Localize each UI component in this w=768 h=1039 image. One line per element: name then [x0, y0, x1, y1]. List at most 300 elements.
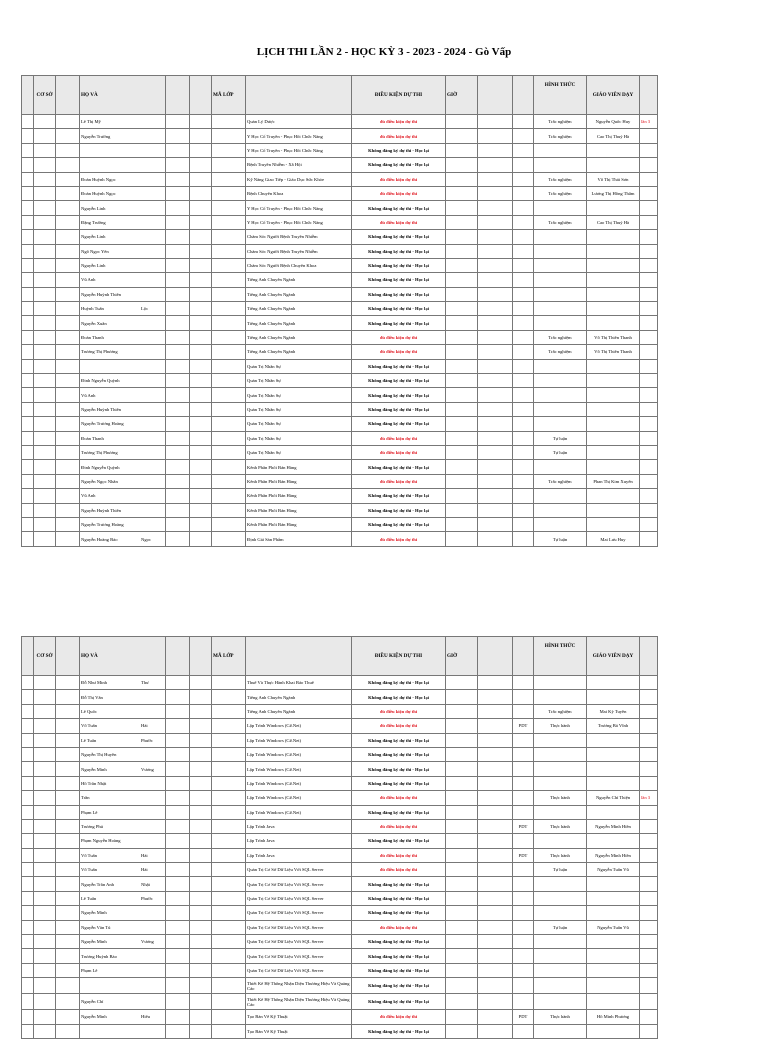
empty-cell	[22, 819, 34, 833]
empty-cell	[478, 330, 513, 344]
empty-cell	[478, 863, 513, 877]
time-cell	[446, 762, 478, 776]
table-row	[22, 503, 658, 517]
campus-cell	[34, 517, 56, 531]
student-given-name: Hải	[141, 867, 148, 873]
room-cell	[513, 747, 534, 761]
empty-cell	[166, 994, 190, 1010]
campus-cell	[34, 704, 56, 718]
exam-form-cell	[534, 359, 587, 373]
empty-cell	[166, 330, 190, 344]
empty-cell	[190, 1024, 212, 1038]
empty-cell	[190, 230, 212, 244]
student-name-cell	[80, 747, 166, 761]
empty-cell	[166, 503, 190, 517]
note-cell	[640, 819, 658, 833]
subject-cell: Tiếng Anh Chuyên Ngành	[246, 273, 352, 287]
teacher-cell: Cao Thị Thuý Hà	[587, 215, 640, 229]
campus-cell	[34, 676, 56, 690]
room-cell	[513, 877, 534, 891]
subject-cell: Tiếng Anh Chuyên Ngành	[246, 302, 352, 316]
empty-cell	[478, 302, 513, 316]
empty-cell	[190, 791, 212, 805]
student-name: Trương Phú	[81, 824, 103, 830]
student-name-cell	[80, 704, 166, 718]
table-row	[22, 776, 658, 790]
time-cell	[446, 445, 478, 459]
room-cell	[513, 302, 534, 316]
table-row	[22, 273, 658, 287]
room-cell	[513, 834, 534, 848]
class-code-cell	[212, 949, 246, 963]
student-name: Nguyễn Trương Hoàng	[81, 421, 124, 427]
student-name: Nguyễn Huỳnh Thiên	[81, 407, 121, 412]
student-name-cell	[80, 143, 166, 157]
time-cell	[446, 201, 478, 215]
campus-cell	[34, 460, 56, 474]
room-cell	[513, 460, 534, 474]
room-cell	[513, 776, 534, 790]
time-cell	[446, 676, 478, 690]
note-cell	[640, 172, 658, 186]
empty-cell	[190, 503, 212, 517]
empty-cell	[22, 172, 34, 186]
class-code-cell	[212, 1024, 246, 1038]
time-cell	[446, 316, 478, 330]
exam-form-cell: Thực hành	[534, 719, 587, 733]
time-cell	[446, 345, 478, 359]
empty-cell	[166, 920, 190, 934]
note-cell	[640, 445, 658, 459]
room-cell	[513, 374, 534, 388]
empty-cell	[166, 186, 190, 200]
teacher-cell	[587, 258, 640, 272]
room-cell	[513, 244, 534, 258]
campus-cell	[34, 417, 56, 431]
empty-cell	[190, 906, 212, 920]
empty-cell	[22, 935, 34, 949]
campus-cell	[34, 172, 56, 186]
empty-cell	[22, 417, 34, 431]
student-name-cell	[80, 244, 166, 258]
student-name: Đoàn Huỳnh Ngọc	[81, 176, 116, 182]
exam-form-cell	[534, 244, 587, 258]
note-cell	[640, 704, 658, 718]
empty-cell	[190, 431, 212, 445]
subject-cell: Kênh Phân Phối Bán Hàng	[246, 460, 352, 474]
class-code-cell	[212, 704, 246, 718]
subject-cell: Y Học Cổ Truyền - Phục Hồi Chức Năng	[246, 129, 352, 143]
empty-cell	[478, 517, 513, 531]
table-row	[22, 963, 658, 977]
class-code-cell	[212, 143, 246, 157]
exam-form-cell	[534, 949, 587, 963]
subject-cell: Quản Trị Nhân Sự	[246, 431, 352, 445]
empty-cell	[56, 230, 80, 244]
student-name: Nguyễn Linh	[81, 234, 106, 240]
empty-cell	[166, 776, 190, 790]
empty-cell	[56, 115, 80, 129]
campus-cell	[34, 115, 56, 129]
empty-cell	[190, 949, 212, 963]
student-name: Trần	[81, 795, 90, 801]
note-cell	[640, 776, 658, 790]
student-name: Nguyễn Huỳnh Thiên	[81, 507, 121, 513]
subject-cell: Chăm Sóc Người Bệnh Chuyên Khoa	[246, 258, 352, 272]
empty-cell	[56, 733, 80, 747]
campus-cell	[34, 819, 56, 833]
student-name: Nguyễn Trương Hoàng	[81, 522, 124, 528]
class-code-cell	[212, 776, 246, 790]
empty-cell	[22, 115, 34, 129]
eligibility-status: Không đăng ký dự thi - Học lại	[352, 1024, 446, 1038]
empty-cell	[478, 158, 513, 172]
subject-cell: Thiết Kế Hệ Thống Nhận Diện Thương Hiệu Và Quảng Cáo	[246, 994, 352, 1010]
empty-cell	[478, 316, 513, 330]
time-cell	[446, 489, 478, 503]
campus-cell	[34, 129, 56, 143]
empty-cell	[190, 445, 212, 459]
class-code-cell	[212, 474, 246, 488]
campus-cell	[34, 1010, 56, 1024]
empty-cell	[478, 244, 513, 258]
empty-cell	[478, 848, 513, 862]
subject-cell: Tiếng Anh Chuyên Ngành	[246, 287, 352, 301]
empty-cell	[22, 273, 34, 287]
table-row	[22, 791, 658, 805]
empty-cell	[56, 935, 80, 949]
campus-cell	[34, 359, 56, 373]
empty-cell	[22, 186, 34, 200]
note-cell	[640, 848, 658, 862]
class-code-cell	[212, 747, 246, 761]
time-cell	[446, 158, 478, 172]
eligibility-status: đủ điều kiện dự thi	[352, 172, 446, 186]
time-cell	[446, 186, 478, 200]
campus-cell	[34, 316, 56, 330]
empty-cell	[190, 330, 212, 344]
header-giao-vien: GIÁO VIÊN DẠY	[587, 76, 640, 115]
campus-cell	[34, 330, 56, 344]
exam-form-cell	[534, 388, 587, 402]
class-code-cell	[212, 287, 246, 301]
note-cell	[640, 201, 658, 215]
empty-cell	[56, 489, 80, 503]
teacher-cell	[587, 417, 640, 431]
empty-cell	[478, 978, 513, 994]
empty-cell	[22, 704, 34, 718]
eligibility-status: đủ điều kiện dự thi	[352, 129, 446, 143]
student-name: Trương Huỳnh Bảo	[81, 953, 117, 959]
empty-cell	[56, 920, 80, 934]
exam-form-cell	[534, 517, 587, 531]
time-cell	[446, 215, 478, 229]
class-code-cell	[212, 431, 246, 445]
empty-cell	[478, 963, 513, 977]
student-name-cell	[80, 949, 166, 963]
table-row	[22, 474, 658, 488]
note-cell	[640, 345, 658, 359]
empty-cell	[478, 143, 513, 157]
empty-cell	[190, 704, 212, 718]
eligibility-status: đủ điều kiện dự thi	[352, 474, 446, 488]
eligibility-status: Không đăng ký dự thi - Học lại	[352, 158, 446, 172]
empty-cell	[22, 489, 34, 503]
subject-cell: Quản Trị Nhân Sự	[246, 417, 352, 431]
class-code-cell	[212, 460, 246, 474]
student-name-cell	[80, 676, 166, 690]
class-code-cell	[212, 230, 246, 244]
table-row	[22, 158, 658, 172]
empty-cell	[166, 848, 190, 862]
empty-cell	[22, 345, 34, 359]
empty-cell	[190, 747, 212, 761]
empty-cell	[478, 805, 513, 819]
exam-form-cell	[534, 273, 587, 287]
empty-cell	[190, 244, 212, 258]
empty-cell	[56, 676, 80, 690]
room-cell	[513, 978, 534, 994]
room-cell	[513, 143, 534, 157]
subject-cell: Lập Trình Windows (C#.Net)	[246, 791, 352, 805]
student-name: Nguyễn Xuân	[81, 320, 107, 326]
time-cell	[446, 920, 478, 934]
student-name: Nguyễn Chí	[81, 999, 104, 1005]
empty-cell	[478, 877, 513, 891]
exam-form-cell	[534, 733, 587, 747]
empty-cell	[190, 345, 212, 359]
empty-cell	[166, 287, 190, 301]
class-code-cell	[212, 994, 246, 1010]
eligibility-status: đủ điều kiện dự thi	[352, 431, 446, 445]
empty-cell	[56, 503, 80, 517]
student-name-cell	[80, 402, 166, 416]
teacher-cell	[587, 690, 640, 704]
student-name-cell	[80, 935, 166, 949]
campus-cell	[34, 302, 56, 316]
empty-cell	[190, 374, 212, 388]
table-row	[22, 431, 658, 445]
empty-cell	[22, 891, 34, 905]
empty-cell	[22, 834, 34, 848]
room-cell	[513, 445, 534, 459]
student-name: Nguyễn Linh	[81, 205, 106, 211]
table-row	[22, 244, 658, 258]
student-name-cell	[80, 503, 166, 517]
time-cell	[446, 388, 478, 402]
eligibility-status: Không đăng ký dự thi - Học lại	[352, 690, 446, 704]
empty-cell	[166, 230, 190, 244]
eligibility-status: Không đăng ký dự thi - Học lại	[352, 733, 446, 747]
header-co-so: CƠ SỞ	[34, 637, 56, 676]
empty-cell	[166, 676, 190, 690]
empty-cell	[56, 747, 80, 761]
note-cell	[640, 489, 658, 503]
empty-cell	[190, 920, 212, 934]
student-name-cell	[80, 920, 166, 934]
exam-form-cell	[534, 891, 587, 905]
empty-cell	[56, 719, 80, 733]
room-cell: PDT	[513, 719, 534, 733]
empty-cell	[478, 359, 513, 373]
student-given-name: Phước	[141, 896, 153, 902]
empty-cell	[478, 906, 513, 920]
subject-cell: Lập Trình Windows (C#.Net)	[246, 805, 352, 819]
time-cell	[446, 819, 478, 833]
room-cell	[513, 733, 534, 747]
teacher-cell: Nguyễn Quốc Huy	[587, 115, 640, 129]
empty-cell	[56, 863, 80, 877]
student-given-name: Vương	[141, 766, 154, 772]
header-dieu-kien: ĐIỀU KIỆN DỰ THI	[352, 76, 446, 115]
class-code-cell	[212, 517, 246, 531]
class-code-cell	[212, 445, 246, 459]
student-name: Võ Tuấn	[81, 852, 97, 858]
empty-cell	[56, 129, 80, 143]
empty-cell	[166, 1024, 190, 1038]
empty-cell	[478, 676, 513, 690]
empty-cell	[478, 345, 513, 359]
empty-cell	[166, 690, 190, 704]
time-cell	[446, 1024, 478, 1038]
empty-cell	[478, 704, 513, 718]
exam-form-cell	[534, 1024, 587, 1038]
teacher-cell	[587, 676, 640, 690]
student-name-cell	[80, 417, 166, 431]
empty-cell	[190, 819, 212, 833]
table-row	[22, 920, 658, 934]
room-cell	[513, 215, 534, 229]
empty-cell	[22, 302, 34, 316]
empty-cell	[190, 733, 212, 747]
note-cell	[640, 244, 658, 258]
note-cell: lần 3	[640, 115, 658, 129]
exam-form-cell	[534, 201, 587, 215]
empty-cell	[56, 906, 80, 920]
exam-form-cell: Trắc nghiệm	[534, 215, 587, 229]
table-row	[22, 287, 658, 301]
class-code-cell	[212, 532, 246, 546]
empty-cell	[166, 791, 190, 805]
eligibility-status: Không đăng ký dự thi - Học lại	[352, 834, 446, 848]
empty-cell	[190, 201, 212, 215]
class-code-cell	[212, 402, 246, 416]
table-row	[22, 230, 658, 244]
header-ho-va: HỌ VÀ	[80, 76, 166, 115]
campus-cell	[34, 963, 56, 977]
empty-cell	[56, 359, 80, 373]
room-cell	[513, 330, 534, 344]
time-cell	[446, 258, 478, 272]
subject-cell: Quản Trị Cơ Sở Dữ Liệu Với SQL Server	[246, 877, 352, 891]
student-name-cell	[80, 316, 166, 330]
note-cell	[640, 129, 658, 143]
subject-cell: Chăm Sóc Người Bệnh Truyền Nhiễm	[246, 244, 352, 258]
eligibility-status: đủ điều kiện dự thi	[352, 848, 446, 862]
student-name: Đoàn Thanh	[81, 435, 104, 441]
exam-form-cell	[534, 676, 587, 690]
empty-cell	[166, 374, 190, 388]
empty-cell	[478, 791, 513, 805]
note-cell	[640, 417, 658, 431]
empty-cell	[190, 877, 212, 891]
teacher-cell	[587, 517, 640, 531]
table-row	[22, 258, 658, 272]
eligibility-status: đủ điều kiện dự thi	[352, 330, 446, 344]
table-row	[22, 1010, 658, 1024]
campus-cell	[34, 402, 56, 416]
eligibility-status: đủ điều kiện dự thi	[352, 215, 446, 229]
teacher-cell	[587, 963, 640, 977]
empty-cell	[166, 172, 190, 186]
teacher-cell	[587, 503, 640, 517]
note-cell	[640, 503, 658, 517]
empty-cell	[22, 460, 34, 474]
empty-cell	[166, 445, 190, 459]
exam-form-cell	[534, 316, 587, 330]
student-name-cell	[80, 330, 166, 344]
student-name-cell	[80, 877, 166, 891]
student-name: Nguyễn Trần Anh	[81, 881, 114, 887]
empty-cell	[22, 690, 34, 704]
empty-cell	[22, 258, 34, 272]
empty-cell	[478, 762, 513, 776]
table-row	[22, 949, 658, 963]
empty-cell	[56, 978, 80, 994]
subject-cell: Tạo Bản Vẽ Kỹ Thuật	[246, 1010, 352, 1024]
empty-cell	[56, 776, 80, 790]
student-name: Hồ Trần Nhật	[81, 780, 107, 786]
teacher-cell	[587, 935, 640, 949]
subject-cell: Bệnh Truyền Nhiễm - Xã Hội	[246, 158, 352, 172]
note-cell	[640, 805, 658, 819]
empty-cell	[56, 417, 80, 431]
note-cell	[640, 474, 658, 488]
empty-cell	[56, 388, 80, 402]
empty-cell	[190, 158, 212, 172]
room-cell	[513, 791, 534, 805]
empty-cell	[478, 1024, 513, 1038]
eligibility-status: Không đăng ký dự thi - Học lại	[352, 978, 446, 994]
room-cell: PDT	[513, 1010, 534, 1024]
student-name: Nguyễn Minh	[81, 1014, 107, 1020]
empty-cell	[190, 676, 212, 690]
empty-cell	[56, 143, 80, 157]
empty-cell	[166, 747, 190, 761]
empty-cell	[166, 978, 190, 994]
empty-cell	[56, 445, 80, 459]
exam-form-cell: Trắc nghiệm	[534, 186, 587, 200]
campus-cell	[34, 834, 56, 848]
student-name-cell	[80, 863, 166, 877]
teacher-cell	[587, 359, 640, 373]
campus-cell	[34, 186, 56, 200]
teacher-cell	[587, 747, 640, 761]
empty-cell	[478, 186, 513, 200]
campus-cell	[34, 891, 56, 905]
teacher-cell	[587, 949, 640, 963]
time-cell	[446, 517, 478, 531]
exam-form-cell	[534, 994, 587, 1010]
empty-cell	[190, 273, 212, 287]
teacher-cell: Võ Thị Thiên Thanh	[587, 330, 640, 344]
exam-form-cell: Trắc nghiệm	[534, 129, 587, 143]
room-cell	[513, 345, 534, 359]
note-cell: lần 3	[640, 791, 658, 805]
student-name-cell	[80, 388, 166, 402]
teacher-cell: Nguyễn Minh Hiền	[587, 848, 640, 862]
table-row	[22, 359, 658, 373]
